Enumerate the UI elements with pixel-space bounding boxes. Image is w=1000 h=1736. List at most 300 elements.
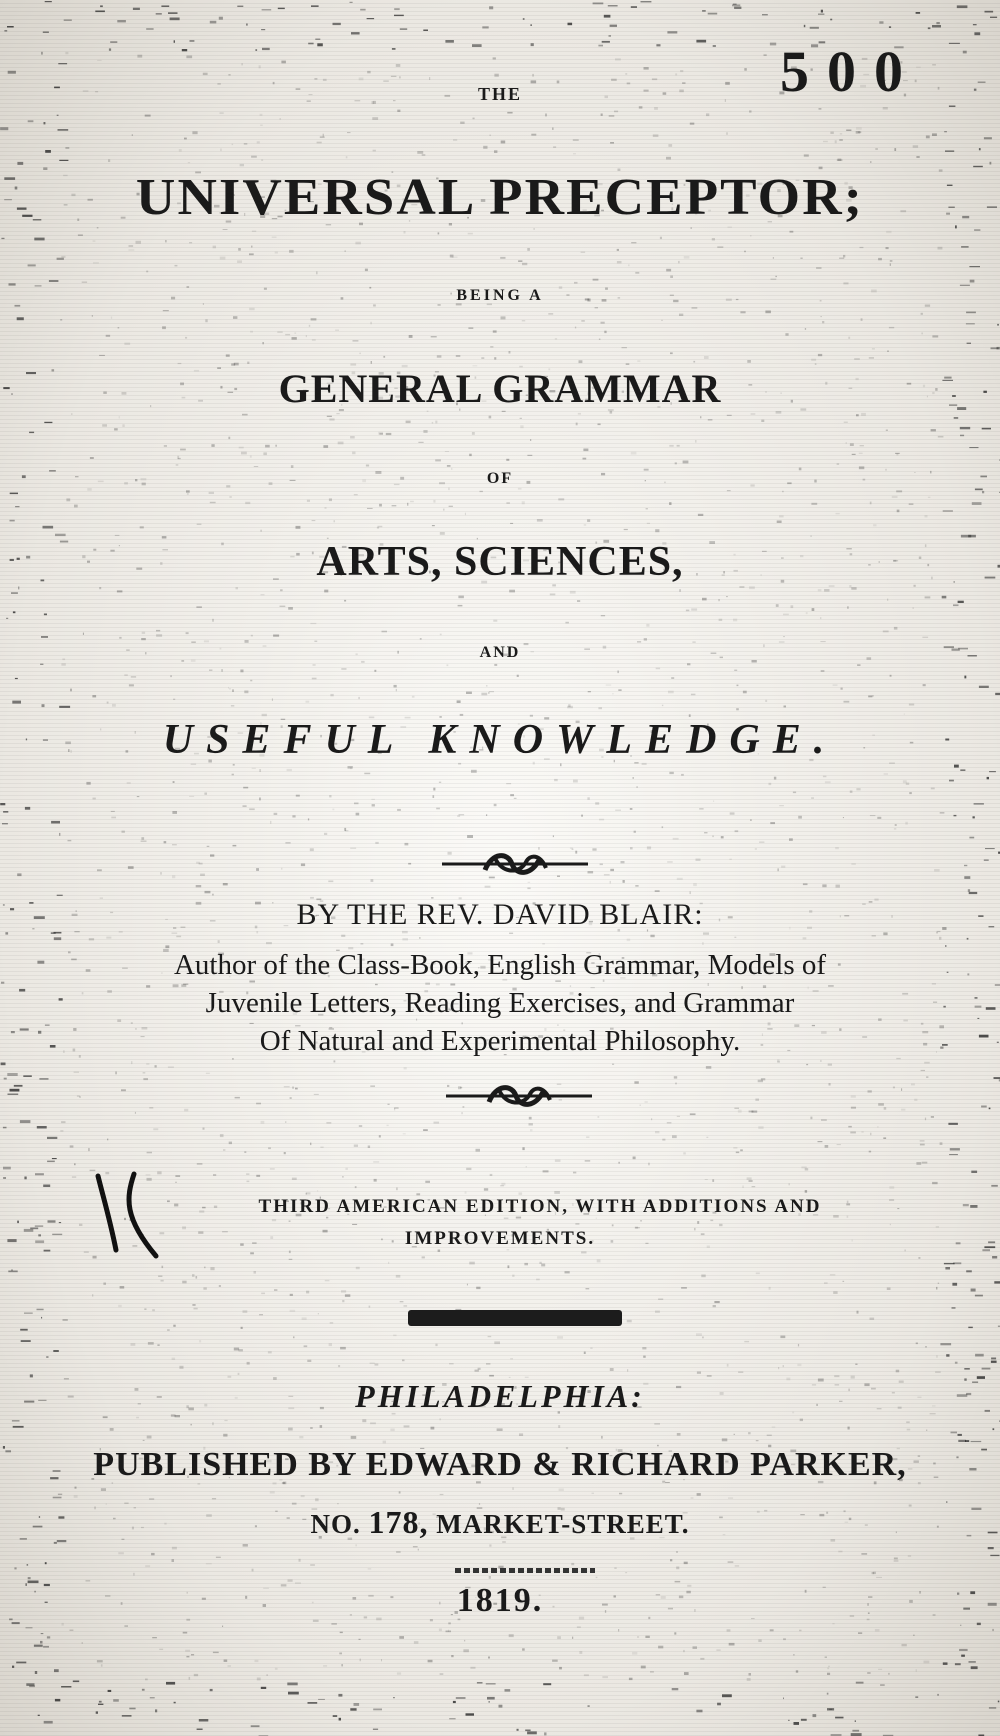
speckle [872, 348, 875, 350]
speckle [189, 242, 192, 243]
speckle [738, 1372, 743, 1373]
speckle [155, 1709, 157, 1712]
speckle [58, 129, 69, 131]
speckle [433, 795, 435, 798]
speckle [964, 1368, 970, 1369]
speckle [902, 1644, 907, 1646]
speckle [428, 1660, 433, 1663]
speckle [370, 1086, 375, 1087]
speckle [486, 1363, 490, 1365]
speckle [968, 889, 970, 892]
speckle [344, 250, 346, 252]
speckle [749, 110, 751, 112]
speckle [796, 1670, 798, 1672]
speckle [236, 587, 239, 589]
speckle [43, 32, 49, 33]
speckle [392, 505, 397, 506]
speckle [683, 461, 689, 464]
speckle [897, 510, 900, 513]
speckle [117, 590, 123, 592]
speckle [196, 1276, 198, 1279]
speckle [625, 73, 627, 74]
speckle [278, 8, 285, 9]
speckle [960, 285, 970, 286]
speckle [107, 1139, 108, 1141]
speckle [124, 1626, 128, 1627]
speckle [696, 1333, 702, 1336]
speckle [142, 1689, 145, 1691]
speckle [895, 824, 897, 826]
speckle [350, 767, 351, 769]
speckle [744, 251, 746, 253]
speckle [329, 498, 332, 501]
speckle [988, 1547, 994, 1549]
speckle [509, 933, 513, 934]
speckle [639, 106, 643, 108]
speckle [619, 1493, 622, 1495]
speckle [699, 808, 703, 809]
speckle [55, 534, 66, 536]
speckle [367, 508, 373, 509]
speckle [103, 1283, 106, 1285]
speckle [431, 1427, 435, 1430]
speckle [405, 843, 409, 846]
speckle [856, 414, 859, 416]
speckle [249, 308, 254, 310]
speckle [590, 1347, 592, 1349]
speckle [895, 453, 900, 454]
speckle [926, 1077, 928, 1078]
speckle [74, 1072, 79, 1073]
speckle [963, 51, 967, 54]
speckle [244, 691, 248, 694]
author-description-line: Author of the Class-Book, English Grammar, Models of [173, 949, 827, 981]
speckle [311, 5, 319, 7]
speckle [324, 833, 327, 835]
speckle [312, 339, 316, 341]
speckle [10, 493, 18, 495]
speckle [587, 519, 590, 522]
speckle [61, 663, 65, 665]
subtitle-useful-knowledge: USEFUL KNOWLEDGE. [162, 717, 838, 763]
speckle [755, 848, 757, 850]
speckle [97, 869, 102, 871]
speckle [364, 773, 370, 775]
speckle [166, 1682, 175, 1685]
speckle [630, 808, 633, 810]
speckle [220, 257, 226, 260]
speckle [599, 339, 601, 340]
speckle [326, 1122, 331, 1123]
speckle [146, 271, 148, 273]
speckle [251, 156, 257, 158]
speckle [779, 641, 785, 643]
speckle [331, 1623, 337, 1625]
speckle [824, 589, 829, 592]
speckle [310, 623, 316, 624]
speckle [644, 638, 647, 641]
speckle [712, 238, 715, 241]
speckle [210, 854, 214, 856]
speckle [632, 1652, 637, 1655]
speckle [272, 698, 273, 701]
speckle [870, 815, 876, 816]
speckle [588, 1705, 590, 1707]
speckle [10, 520, 15, 522]
speckle [700, 1658, 704, 1660]
speckle [238, 1373, 240, 1375]
speckle [510, 523, 513, 524]
speckle [539, 1262, 541, 1264]
speckle [770, 822, 775, 824]
speckle [338, 442, 344, 445]
speckle [250, 1252, 254, 1254]
speckle [45, 1, 52, 2]
speckle [630, 847, 633, 849]
speckle [75, 1487, 77, 1489]
speckle [975, 1295, 983, 1297]
speckle [832, 1623, 834, 1624]
speckle [35, 1173, 44, 1175]
speckle [977, 1623, 981, 1625]
speckle [966, 323, 975, 324]
speckle [362, 1419, 366, 1422]
speckle [107, 702, 109, 704]
speckle [143, 1072, 146, 1073]
edition-line-2: IMPROVEMENTS. [404, 1228, 596, 1249]
speckle [974, 803, 984, 805]
speckle [890, 263, 891, 266]
speckle [55, 1699, 60, 1702]
speckle [209, 670, 212, 671]
speckle [982, 491, 984, 493]
speckle [54, 1669, 59, 1672]
speckle [482, 26, 488, 28]
speckle [829, 1083, 831, 1085]
speckle [262, 48, 270, 50]
speckle [700, 416, 701, 418]
speckle [833, 1291, 837, 1294]
speckle [843, 1281, 845, 1282]
speckle [393, 1697, 395, 1698]
speckle [931, 429, 936, 431]
speckle [820, 617, 821, 619]
speckle [229, 1142, 232, 1145]
speckle [675, 73, 677, 75]
speckle [47, 1636, 50, 1638]
speckle [939, 937, 941, 940]
speckle [196, 885, 202, 887]
speckle [575, 327, 576, 329]
speckle [284, 1086, 290, 1087]
speckle [553, 835, 554, 837]
speckle [672, 1135, 677, 1138]
speckle [489, 135, 491, 137]
speckle [769, 1287, 771, 1290]
imprint-city: PHILADELPHIA: [355, 1378, 645, 1414]
speckle [289, 1251, 291, 1254]
speckle [778, 1367, 779, 1369]
speckle [893, 1087, 895, 1089]
speckle [108, 1690, 112, 1692]
speckle [722, 1438, 728, 1441]
speckle [536, 1279, 540, 1281]
speckle [651, 1118, 652, 1120]
speckle [960, 770, 965, 771]
speckle [0, 127, 8, 130]
speckle [953, 1262, 961, 1264]
speckle [63, 1319, 68, 1321]
speckle [733, 1147, 737, 1148]
speckle [559, 1667, 562, 1670]
speckle [758, 1639, 761, 1642]
speckle [204, 793, 207, 795]
speckle [964, 676, 966, 679]
speckle [738, 1110, 742, 1113]
speckle [961, 1655, 965, 1657]
speckle [289, 1259, 293, 1260]
speckle [175, 1415, 180, 1417]
speckle [146, 1063, 149, 1064]
speckle [481, 357, 484, 359]
speckle [204, 1267, 205, 1269]
speckle [526, 1166, 527, 1167]
speckle [889, 327, 894, 328]
speckle [314, 1094, 319, 1095]
speckle [164, 841, 167, 843]
speckle [964, 865, 967, 866]
speckle [161, 6, 169, 7]
speckle [697, 1493, 701, 1496]
speckle [196, 606, 202, 608]
speckle [333, 23, 341, 25]
speckle [288, 1428, 293, 1431]
speckle [833, 684, 838, 685]
speckle [617, 671, 619, 674]
speckle [352, 452, 355, 455]
speckle [402, 1360, 405, 1362]
speckle [727, 415, 732, 416]
speckle [573, 139, 579, 141]
speckle [185, 1650, 190, 1652]
speckle [886, 430, 888, 432]
speckle [708, 419, 713, 420]
speckle [811, 503, 817, 505]
speckle [51, 821, 60, 824]
speckle [92, 315, 93, 317]
speckle [943, 1662, 948, 1665]
speckle [456, 355, 461, 357]
speckle [681, 1287, 687, 1289]
speckle [404, 1067, 407, 1069]
speckle [371, 361, 372, 364]
speckle [156, 13, 162, 15]
speckle [172, 844, 177, 845]
speckle [172, 932, 178, 934]
speckle [205, 891, 211, 893]
speckle [220, 112, 224, 114]
speckle [184, 1109, 188, 1112]
speckle [678, 261, 680, 263]
speckle [631, 242, 636, 243]
speckle [734, 1108, 739, 1109]
speckle [985, 11, 994, 13]
speckle [268, 1351, 272, 1353]
speckle [841, 688, 843, 690]
speckle [296, 526, 301, 529]
speckle [476, 1149, 481, 1152]
speckle [136, 241, 142, 244]
speckle [916, 1669, 917, 1672]
speckle [925, 596, 931, 598]
speckle [994, 1077, 1000, 1079]
speckle [735, 1565, 739, 1566]
speckle [334, 1060, 336, 1062]
speckle [304, 1345, 308, 1347]
speckle [468, 233, 473, 235]
speckle [373, 1729, 378, 1730]
speckle [101, 1488, 106, 1491]
speckle [921, 1070, 925, 1071]
speckle [920, 1140, 925, 1142]
speckle [523, 18, 525, 20]
speckle [70, 689, 72, 692]
speckle [604, 874, 610, 876]
speckle [445, 451, 449, 452]
speckle [994, 1281, 1000, 1283]
speckle [819, 108, 822, 110]
speckle [924, 1062, 930, 1064]
speckle [909, 504, 914, 505]
speckle [821, 1119, 827, 1121]
speckle [505, 1689, 511, 1692]
speckle [245, 640, 249, 643]
speckle [86, 782, 90, 785]
speckle [701, 1275, 705, 1278]
speckle [367, 71, 370, 73]
speckle [979, 148, 981, 150]
speckle [892, 496, 898, 498]
speckle [945, 1267, 950, 1270]
speckle [367, 18, 375, 19]
speckle [164, 445, 167, 447]
speckle [595, 307, 598, 308]
speckle [800, 1419, 803, 1422]
speckle [960, 1625, 961, 1626]
speckle [583, 449, 588, 452]
speckle [400, 1301, 404, 1302]
speckle [323, 134, 324, 137]
speckle [457, 700, 461, 703]
speckle [110, 41, 117, 43]
speckle [289, 250, 294, 253]
speckle [108, 159, 110, 162]
speckle [584, 1674, 589, 1676]
speckle [480, 491, 483, 492]
speckle [277, 332, 282, 333]
speckle [256, 1175, 260, 1177]
speckle [15, 506, 19, 507]
speckle [30, 1374, 33, 1377]
speckle [340, 1347, 346, 1350]
speckle [184, 138, 187, 140]
speckle [281, 868, 282, 870]
speckle [351, 1436, 357, 1439]
speckle [292, 337, 297, 340]
speckle [949, 43, 960, 44]
speckle [666, 157, 671, 160]
speckle [270, 821, 271, 824]
speckle [354, 1145, 358, 1147]
speckle [543, 1683, 551, 1685]
speckle [301, 1495, 305, 1497]
speckle [713, 45, 716, 47]
speckle [969, 447, 978, 448]
speckle [259, 1314, 263, 1315]
speckle [823, 141, 828, 142]
speckle [859, 453, 863, 454]
speckle [2, 823, 8, 824]
speckle [880, 1684, 885, 1685]
speckle [335, 330, 339, 331]
speckle [388, 1262, 389, 1264]
speckle [174, 40, 175, 43]
speckle [288, 607, 293, 610]
speckle [617, 261, 622, 263]
speckle [361, 943, 364, 944]
speckle [922, 1162, 928, 1164]
speckle [216, 1557, 221, 1558]
speckle [206, 1073, 210, 1074]
speckle [370, 322, 371, 325]
speckle [314, 78, 317, 79]
speckle [453, 139, 457, 140]
speckle [992, 1256, 997, 1259]
speckle [973, 166, 983, 167]
speckle [489, 1544, 491, 1546]
speckle [653, 134, 659, 137]
speckle [88, 1148, 89, 1151]
speckle [949, 780, 954, 782]
corner-number: 500 [780, 39, 921, 104]
speckle [21, 1340, 31, 1342]
speckle [490, 346, 493, 347]
speckle [144, 1309, 146, 1310]
speckle [397, 110, 400, 112]
main-title: UNIVERSAL PRECEPTOR; [135, 169, 865, 226]
speckle [647, 523, 650, 524]
speckle [964, 876, 970, 879]
speckle [676, 1551, 678, 1553]
speckle [598, 45, 603, 47]
speckle [191, 642, 196, 643]
speckle [433, 500, 435, 503]
speckle [243, 806, 247, 807]
speckle [79, 1096, 81, 1098]
speckle [747, 360, 751, 363]
speckle [35, 1671, 37, 1674]
speckle [466, 692, 472, 694]
speckle [602, 41, 610, 43]
speckle [375, 842, 378, 844]
speckle [472, 432, 475, 435]
speckle [637, 360, 640, 361]
speckle [735, 830, 739, 832]
speckle [967, 343, 971, 344]
speckle [851, 863, 855, 865]
speckle [527, 248, 530, 251]
speckle [310, 1427, 313, 1429]
